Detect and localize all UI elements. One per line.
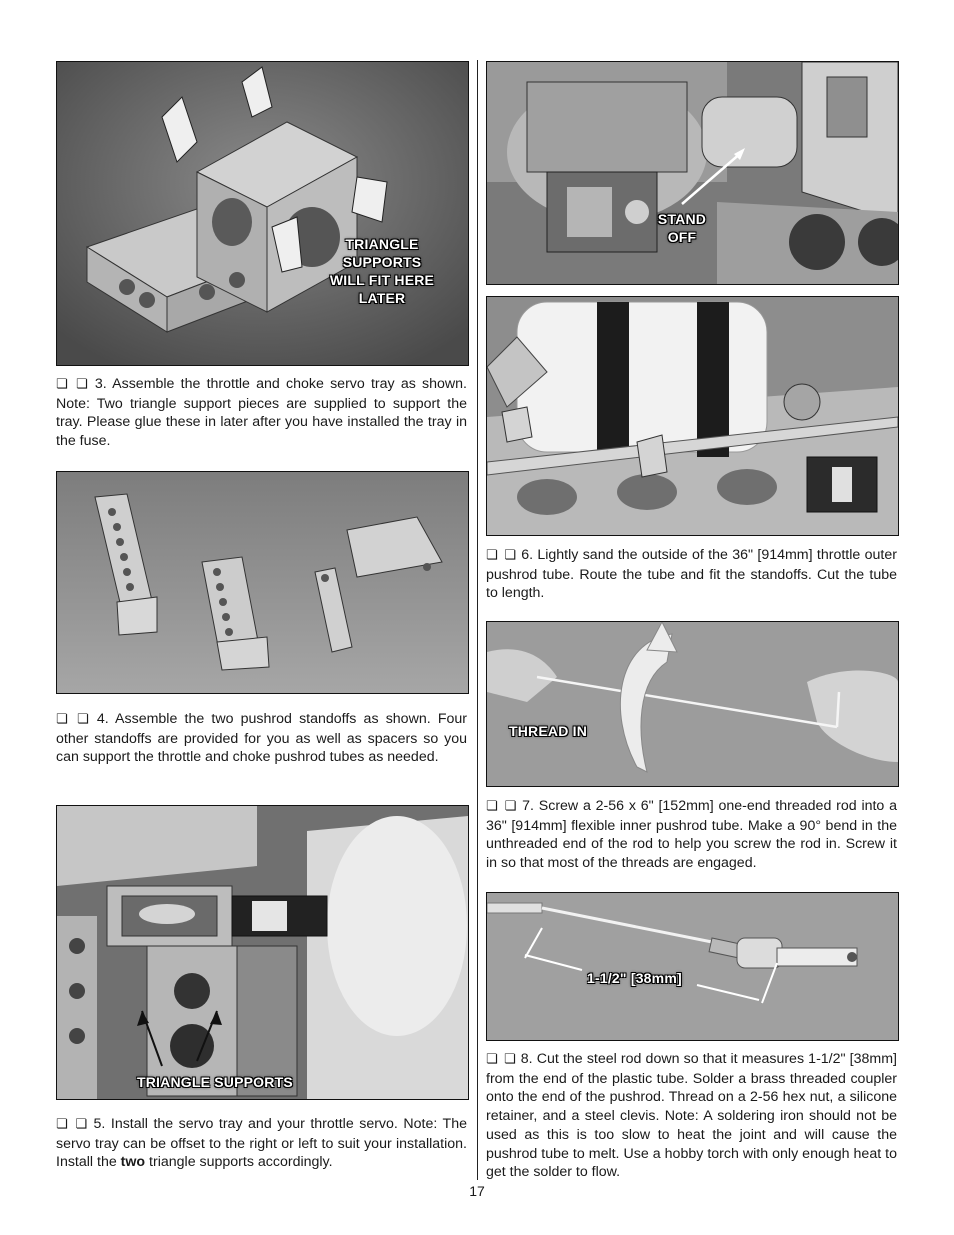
checkbox-icons[interactable]: ❏ ❏ xyxy=(56,377,89,392)
servo-tray-illustration xyxy=(57,62,468,365)
clevis-illustration xyxy=(487,893,898,1040)
checkbox-icons[interactable]: ❏ ❏ xyxy=(486,799,518,814)
step-6-text: ❏ ❏ 6. Lightly sand the outside of the 36" [914mm] throttle outer pushrod tube. Route the tube and fit the standoffs. Cut the tube to length. xyxy=(486,547,897,602)
step-5-text: ❏ ❏ 5. Install the servo tray and your throttle servo. Note: The servo tray can be offset to the right or left to suit your installation. Install the two triangle supports accordingly. xyxy=(56,1116,467,1171)
step-4-text: ❏ ❏ 4. Assemble the two pushrod standoffs as shown. Four other standoffs are provided for you as well as spacers so you can support the throttle and choke pushrod tubes as needed. xyxy=(56,711,467,766)
photo-fuel-tank-pushrod xyxy=(486,296,899,536)
standoffs-illustration xyxy=(57,472,468,693)
fuselage-illustration xyxy=(57,806,468,1099)
checkbox-icons[interactable]: ❏ ❏ xyxy=(486,548,517,563)
bold-emphasis: two xyxy=(120,1154,146,1171)
thread-in-illustration xyxy=(487,622,898,786)
step-8-text: ❏ ❏ 8. Cut the steel rod down so that it measures 1-1/2" [38mm] from the end of the plastic tube. Solder a brass threaded coupler onto the end of the pushrod. Thread on a 2-56 hex nut, a silicone retainer, and a steel clevis. Note: A soldering iron should not be used as this is too slow to heat the joint and will cause the pushrod tube to melt. Use a hobby torch with only enough heat to get the solder to flow. xyxy=(486,1051,897,1181)
photo-engine-standoff xyxy=(486,61,899,285)
page-number: 17 xyxy=(469,1183,485,1199)
photo-servo-tray-assembly xyxy=(56,61,469,366)
stand-off-label: STAND OFF xyxy=(657,211,707,245)
checkbox-icons[interactable]: ❏ ❏ xyxy=(56,1117,89,1132)
triangle-supports-label: TRIANGLE SUPPORTS WILL FIT HERE LATER xyxy=(329,236,435,306)
column-divider xyxy=(477,60,478,1180)
thread-in-label: THREAD IN xyxy=(509,723,588,739)
step-7-text: ❏ ❏ 7. Screw a 2-56 x 6" [152mm] one-end threaded rod into a 36" [914mm] flexible inner pushrod tube. Make a 90° bend in the unthreaded end of the rod to help you screw the rod in. Screw it in so that most of the threads are engaged. xyxy=(486,798,898,872)
triangle-supports-label: TRIANGLE SUPPORTS xyxy=(137,1074,293,1090)
step-3-text: ❏ ❏ 3. Assemble the throttle and choke servo tray as shown. Note: Two triangle support pieces are supplied to support the tray. Please glue these in later after you have installed the tray in the fuse. xyxy=(56,376,467,450)
measurement-label: 1-1/2" [38mm] xyxy=(587,970,682,986)
photo-clevis-measurement xyxy=(486,892,899,1041)
checkbox-icons[interactable]: ❏ ❏ xyxy=(486,1052,517,1067)
fuel-tank-illustration xyxy=(487,297,898,535)
photo-pushrod-standoffs xyxy=(56,471,469,694)
checkbox-icons[interactable]: ❏ ❏ xyxy=(56,712,90,727)
photo-servo-tray-installed xyxy=(56,805,469,1100)
engine-illustration xyxy=(487,62,898,284)
photo-thread-in xyxy=(486,621,899,787)
